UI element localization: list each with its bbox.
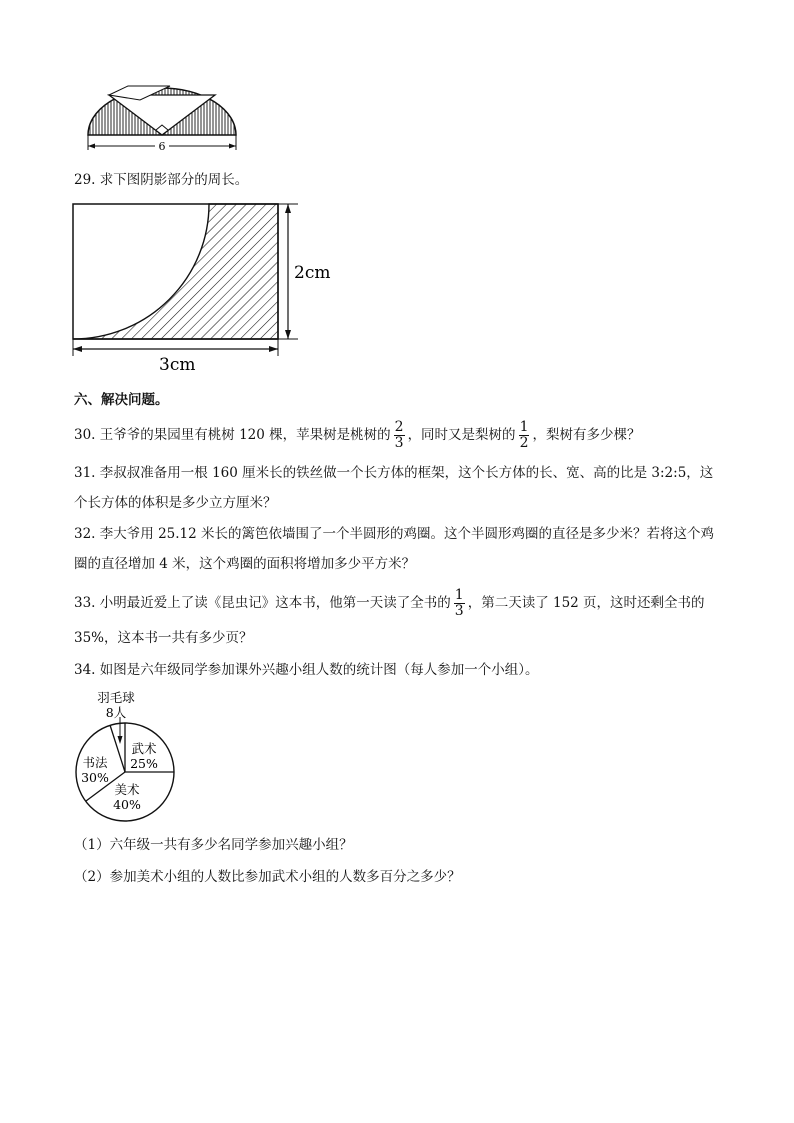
question-30 bbox=[74, 418, 640, 452]
label-wushu-pct: 25% bbox=[130, 756, 158, 771]
semicircle-figure bbox=[80, 78, 245, 158]
question-number: 31. bbox=[74, 465, 96, 481]
pie-chart bbox=[70, 686, 190, 826]
question-text-line1: 李大爷用 25.12 米长的篱笆依墙围了一个半圆形的鸡圈。这个半圆形鸡圈的直径是多少米？若将这个鸡 bbox=[99, 526, 715, 542]
fraction: $\frac{1}{3}$ bbox=[454, 587, 464, 619]
rectangle-figure bbox=[66, 196, 336, 376]
question-text-part3: ，梨树有多少棵？ bbox=[532, 427, 641, 443]
question-31-line2: 个长方体的体积是多少立方厘米？ bbox=[74, 495, 277, 511]
question-text-part1: 小明最近爱上了读《昆虫记》这本书，他第一天读了全书的 bbox=[99, 595, 451, 611]
question-32-line2: 圈的直径增加 4 米，这个鸡圈的面积将增加多少平方米？ bbox=[74, 556, 416, 572]
height-label: 2cm bbox=[294, 263, 331, 283]
fraction: $\frac{1}{2}$ bbox=[519, 419, 529, 451]
question-text-part1: 王爷爷的果园里有桃树 120 棵，苹果树是桃树的 bbox=[99, 427, 391, 443]
label-calligraphy-pct: 30% bbox=[81, 770, 109, 785]
sub-question-2: （2）参加美术小组的人数比参加武术小组的人数多百分之多少？ bbox=[74, 869, 461, 885]
question-number: 32. bbox=[74, 526, 96, 542]
label-art: 美术 bbox=[114, 782, 140, 797]
sub-question-1: （1）六年级一共有多少名同学参加兴趣小组？ bbox=[74, 837, 353, 853]
label-wushu: 武术 bbox=[131, 741, 157, 756]
question-text-part2: ，第二天读了 152 页，这时还剩全书的 bbox=[467, 595, 705, 611]
question-number: 33. bbox=[74, 595, 96, 611]
dimension-label: 6 bbox=[158, 140, 166, 153]
question-text-part2: ，同时又是梨树的 bbox=[407, 427, 516, 443]
question-32 bbox=[74, 524, 714, 544]
question-number: 34. bbox=[74, 662, 96, 678]
label-calligraphy: 书法 bbox=[82, 755, 108, 770]
question-number: 30. bbox=[74, 427, 96, 443]
fraction: $\frac{2}{3}$ bbox=[394, 419, 404, 451]
label-badminton-count: 8人 bbox=[105, 705, 127, 720]
label-art-pct: 40% bbox=[113, 797, 141, 812]
section-heading: 六、解决问题。 bbox=[74, 392, 169, 408]
width-label: 3cm bbox=[159, 355, 196, 375]
question-number: 29. bbox=[74, 172, 96, 188]
label-badminton: 羽毛球 bbox=[97, 690, 135, 705]
question-34 bbox=[74, 660, 539, 680]
question-33 bbox=[74, 586, 705, 620]
question-text: 求下图阴影部分的周长。 bbox=[99, 172, 249, 188]
question-text: 如图是六年级同学参加课外兴趣小组人数的统计图（每人参加一个小组）。 bbox=[99, 662, 539, 678]
question-33-line2: 35%，这本书一共有多少页？ bbox=[74, 630, 253, 646]
question-29 bbox=[74, 170, 248, 190]
question-31 bbox=[74, 463, 713, 483]
question-text-line1: 李叔叔准备用一根 160 厘米长的铁丝做一个长方体的框架，这个长方体的长、宽、高的比是 3:2:5，这 bbox=[99, 465, 714, 481]
